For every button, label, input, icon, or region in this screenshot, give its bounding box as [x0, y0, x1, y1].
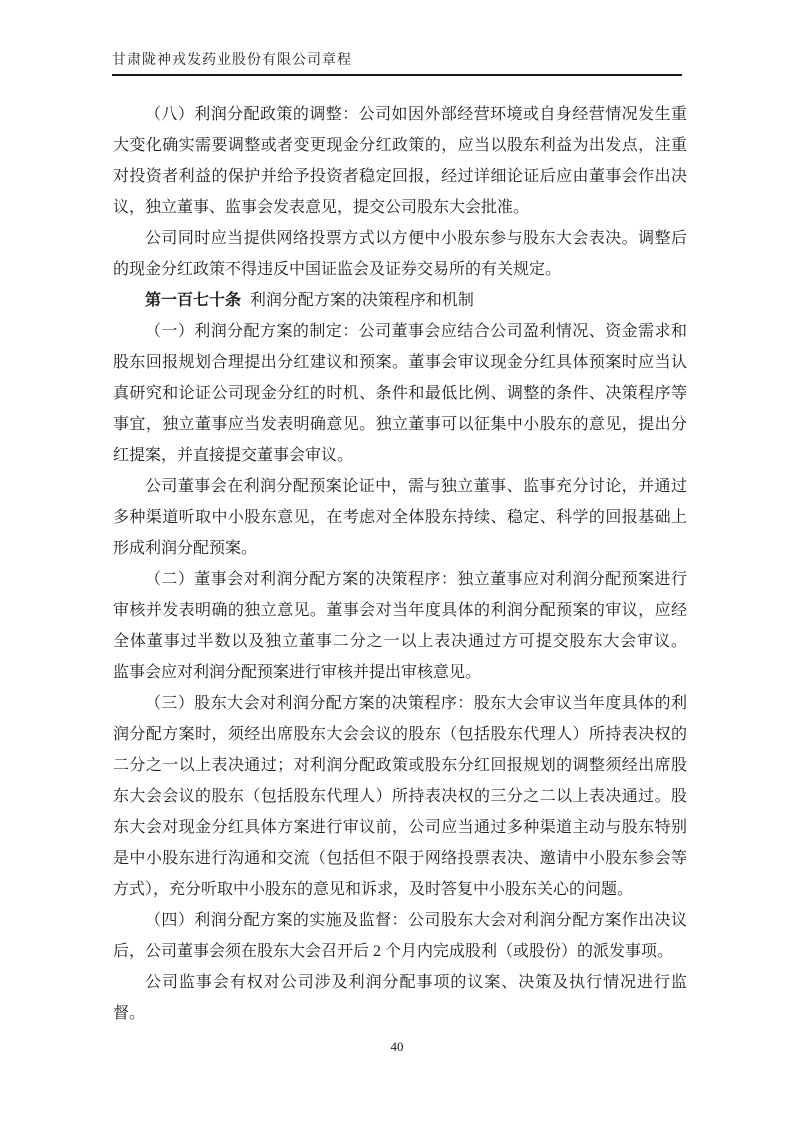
text-line: （一）利润分配方案的制定：公司董事会应结合公司盈利情况、资金需求和	[145, 323, 687, 340]
paragraph	[113, 99, 687, 223]
text-line: 是中小股东进行沟通和交流（包括但不限于网络投票表决、邀请中小股东参会等	[113, 850, 687, 867]
article-title: 利润分配方案的决策程序和机制	[249, 292, 474, 309]
text-line: （三）股东大会对利润分配方案的决策程序：股东大会审议当年度具体的利	[145, 695, 687, 712]
text-line: 方式），充分听取中小股东的意见和诉求，及时答复中小股东关心的问题。	[113, 881, 634, 898]
text-line: 公司同时应当提供网络投票方式以方便中小股东参与股东大会表决。调整后	[145, 230, 687, 247]
text-line: （二）董事会对利润分配方案的决策程序：独立董事应对利润分配预案进行	[145, 571, 687, 588]
page-number: 40	[390, 1039, 404, 1054]
text-line: 多种渠道听取中小股东意见，在考虑对全体股东持续、稳定、科学的回报基础上	[113, 509, 687, 526]
text-line: 形成利润分配预案。	[113, 540, 258, 557]
paragraph	[113, 905, 687, 967]
text-line: 事宜，独立董事应当发表明确意见。独立董事可以征集中小股东的意见，提出分	[113, 416, 687, 433]
text-line: 公司董事会在利润分配预案论证中，需与独立董事、监事充分讨论，并通过	[145, 478, 687, 495]
text-line: 真研究和论证公司现金分红的时机、条件和最低比例、调整的条件、决策程序等	[113, 385, 687, 402]
text-line: （八）利润分配政策的调整：公司如因外部经营环境或自身经营情况发生重	[145, 106, 687, 123]
document-title: 甘肃陇神戎发药业股份有限公司章程	[112, 53, 352, 68]
text-line: 东大会会议的股东（包括股东代理人）所持表决权的三分之二以上表决通过。股	[113, 788, 687, 805]
text-line: 议，独立董事、监事会发表意见，提交公司股东大会批准。	[113, 199, 530, 216]
text-line: 润分配方案时，须经出席股东大会会议的股东（包括股东代理人）所持表决权的	[113, 726, 687, 743]
article-heading	[113, 285, 687, 316]
text-line: 二分之一以上表决通过；对利润分配政策或股东分红回报规划的调整须经出席股	[113, 757, 687, 774]
paragraph	[113, 688, 687, 905]
text-line: 红提案，并直接提交董事会审议。	[113, 447, 354, 464]
paragraph	[113, 471, 687, 564]
page-header	[112, 52, 682, 76]
article-number: 第一百七十条	[145, 292, 242, 309]
text-line: 全体董事过半数以及独立董事二分之一以上表决通过方可提交股东大会审议。	[113, 633, 687, 650]
text-line: 后，公司董事会须在股东大会召开后 2 个月内完成股利（或股份）的派发事项。	[113, 943, 674, 960]
text-line: 东大会对现金分红具体方案进行审议前，公司应当通过多种渠道主动与股东特别	[113, 819, 687, 836]
text-line: 的现金分红政策不得违反中国证监会及证券交易所的有关规定。	[113, 261, 562, 278]
text-line: 监事会应对利润分配预案进行审核并提出审核意见。	[113, 664, 482, 681]
text-line: 大变化确实需要调整或者变更现金分红政策的，应当以股东利益为出发点，注重	[113, 137, 687, 154]
text-line: （四）利润分配方案的实施及监督：公司股东大会对利润分配方案作出决议	[145, 912, 687, 929]
page-footer	[0, 1038, 794, 1056]
text-line: 股东回报规划合理提出分红建议和预案。董事会审议现金分红具体预案时应当认	[113, 354, 687, 371]
paragraph	[113, 564, 687, 688]
text-line: 对投资者利益的保护并给予投资者稳定回报，经过详细论证后应由董事会作出决	[113, 168, 687, 185]
paragraph	[113, 316, 687, 471]
document-body	[113, 99, 687, 1029]
text-line: 审核并发表明确的独立意见。董事会对当年度具体的利润分配预案的审议，应经	[113, 602, 687, 619]
paragraph	[113, 967, 687, 1029]
text-line: 公司监事会有权对公司涉及利润分配事项的议案、决策及执行情况进行监督。	[113, 974, 687, 1022]
paragraph	[113, 223, 687, 285]
